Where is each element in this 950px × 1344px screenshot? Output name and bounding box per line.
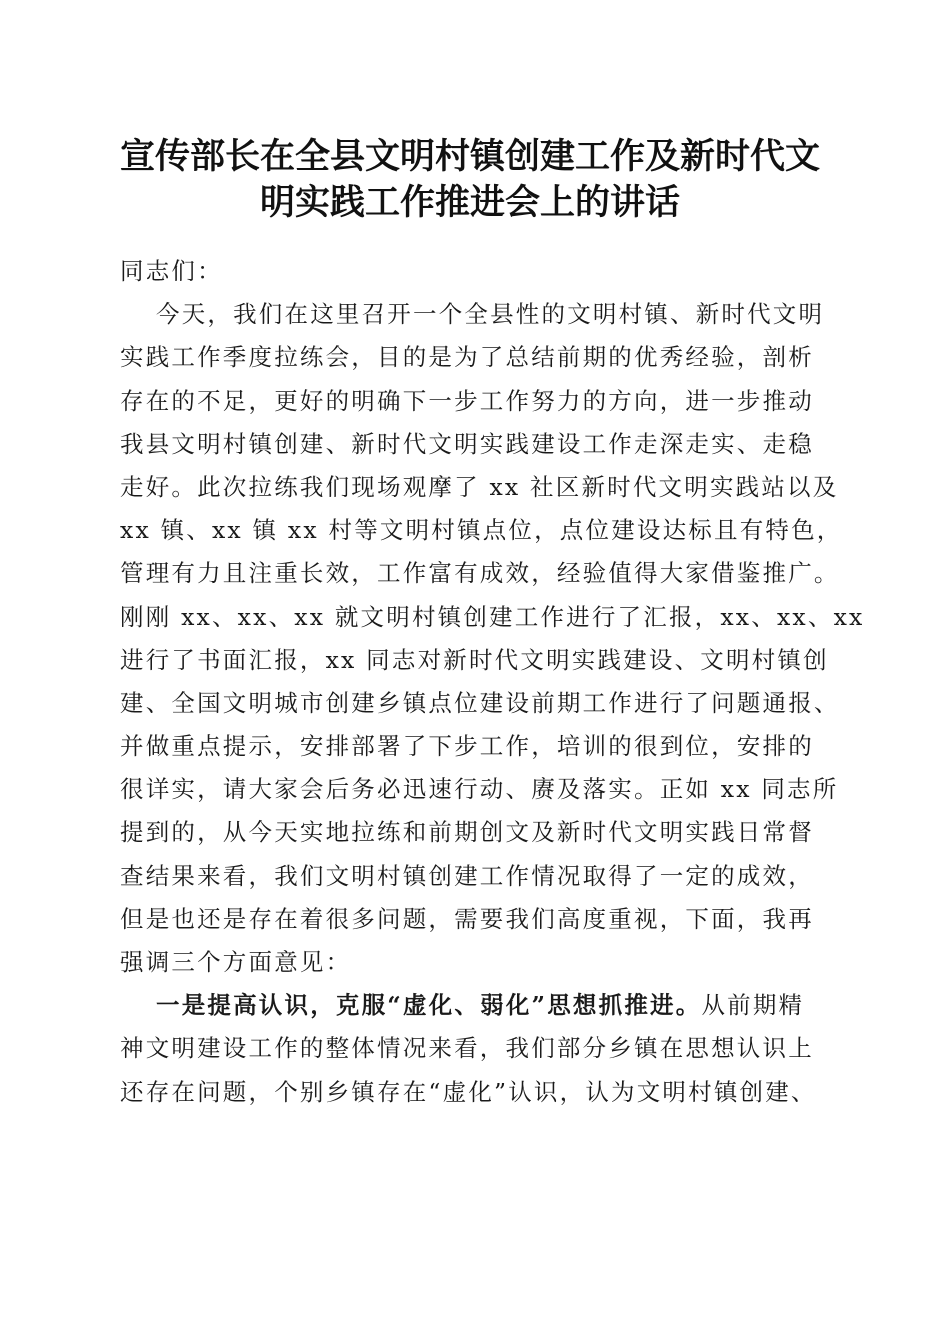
paragraph-line <box>120 984 840 1027</box>
paragraph-line: 我县文明村镇创建、新时代文明实践建设工作走深走实、走稳 <box>120 429 814 458</box>
paragraph-line: 查结果来看，我们文明村镇创建工作情况取得了一定的成效， <box>120 861 814 890</box>
paragraph-line: 很详实，请大家会后务必迅速行动、赓及落实。正如 xx 同志所 <box>120 775 839 804</box>
title-line: 宣传部长在全县文明村镇创建工作及新时代文 <box>119 136 820 177</box>
paragraph-line: 还存在问题，个别乡镇存在“虚化”认识，认为文明村镇创建、 <box>120 1077 817 1106</box>
paragraph-line: 但是也还是存在着很多问题，需要我们高度重视，下面，我再 <box>120 904 814 933</box>
paragraph-line: 进行了书面汇报，xx 同志对新时代文明实践建设、文明村镇创 <box>120 645 829 674</box>
paragraph-line: 建、全国文明城市创建乡镇点位建设前期工作进行了问题通报、 <box>120 688 840 717</box>
document-body <box>120 250 865 1114</box>
paragraph-line: 强调三个方面意见： <box>120 948 352 976</box>
paragraph-line: 管理有力且注重长效，工作富有成效，经验值得大家借鉴推广。 <box>120 559 840 588</box>
paragraph-line: 存在的不足，更好的明确下一步工作努力的方向，进一步推动 <box>120 386 814 415</box>
title-line: 明实践工作推进会上的讲话 <box>259 182 680 223</box>
paragraph-text: 从前期精 <box>701 991 805 1020</box>
paragraph-line: 走好。此次拉练我们现场观摩了 xx 社区新时代文明实践站以及 <box>120 472 839 501</box>
document-title <box>100 134 840 226</box>
paragraph-line: 并做重点提示，安排部署了下步工作，培训的很到位，安排的 <box>120 732 814 761</box>
paragraph-line: 刚刚 xx、xx、xx 就文明村镇创建工作进行了汇报，xx、xx、xx <box>120 602 865 631</box>
paragraph-line: 今天，我们在这里召开一个全县性的文明村镇、新时代文明 <box>156 300 825 329</box>
paragraph-line: xx 镇、xx 镇 xx 村等文明村镇点位，点位建设达标且有特色， <box>120 516 843 545</box>
paragraph-line: 实践工作季度拉练会，目的是为了总结前期的优秀经验，剖析 <box>120 343 814 372</box>
section-heading-lead: 一是提高认识，克服“虚化、弱化”思想抓推进。 <box>156 991 702 1020</box>
salutation: 同志们： <box>120 257 223 285</box>
paragraph-line: 提到的，从今天实地拉练和前期创文及新时代文明实践日常督 <box>120 818 814 847</box>
paragraph-line: 神文明建设工作的整体情况来看，我们部分乡镇在思想认识上 <box>120 1034 814 1063</box>
